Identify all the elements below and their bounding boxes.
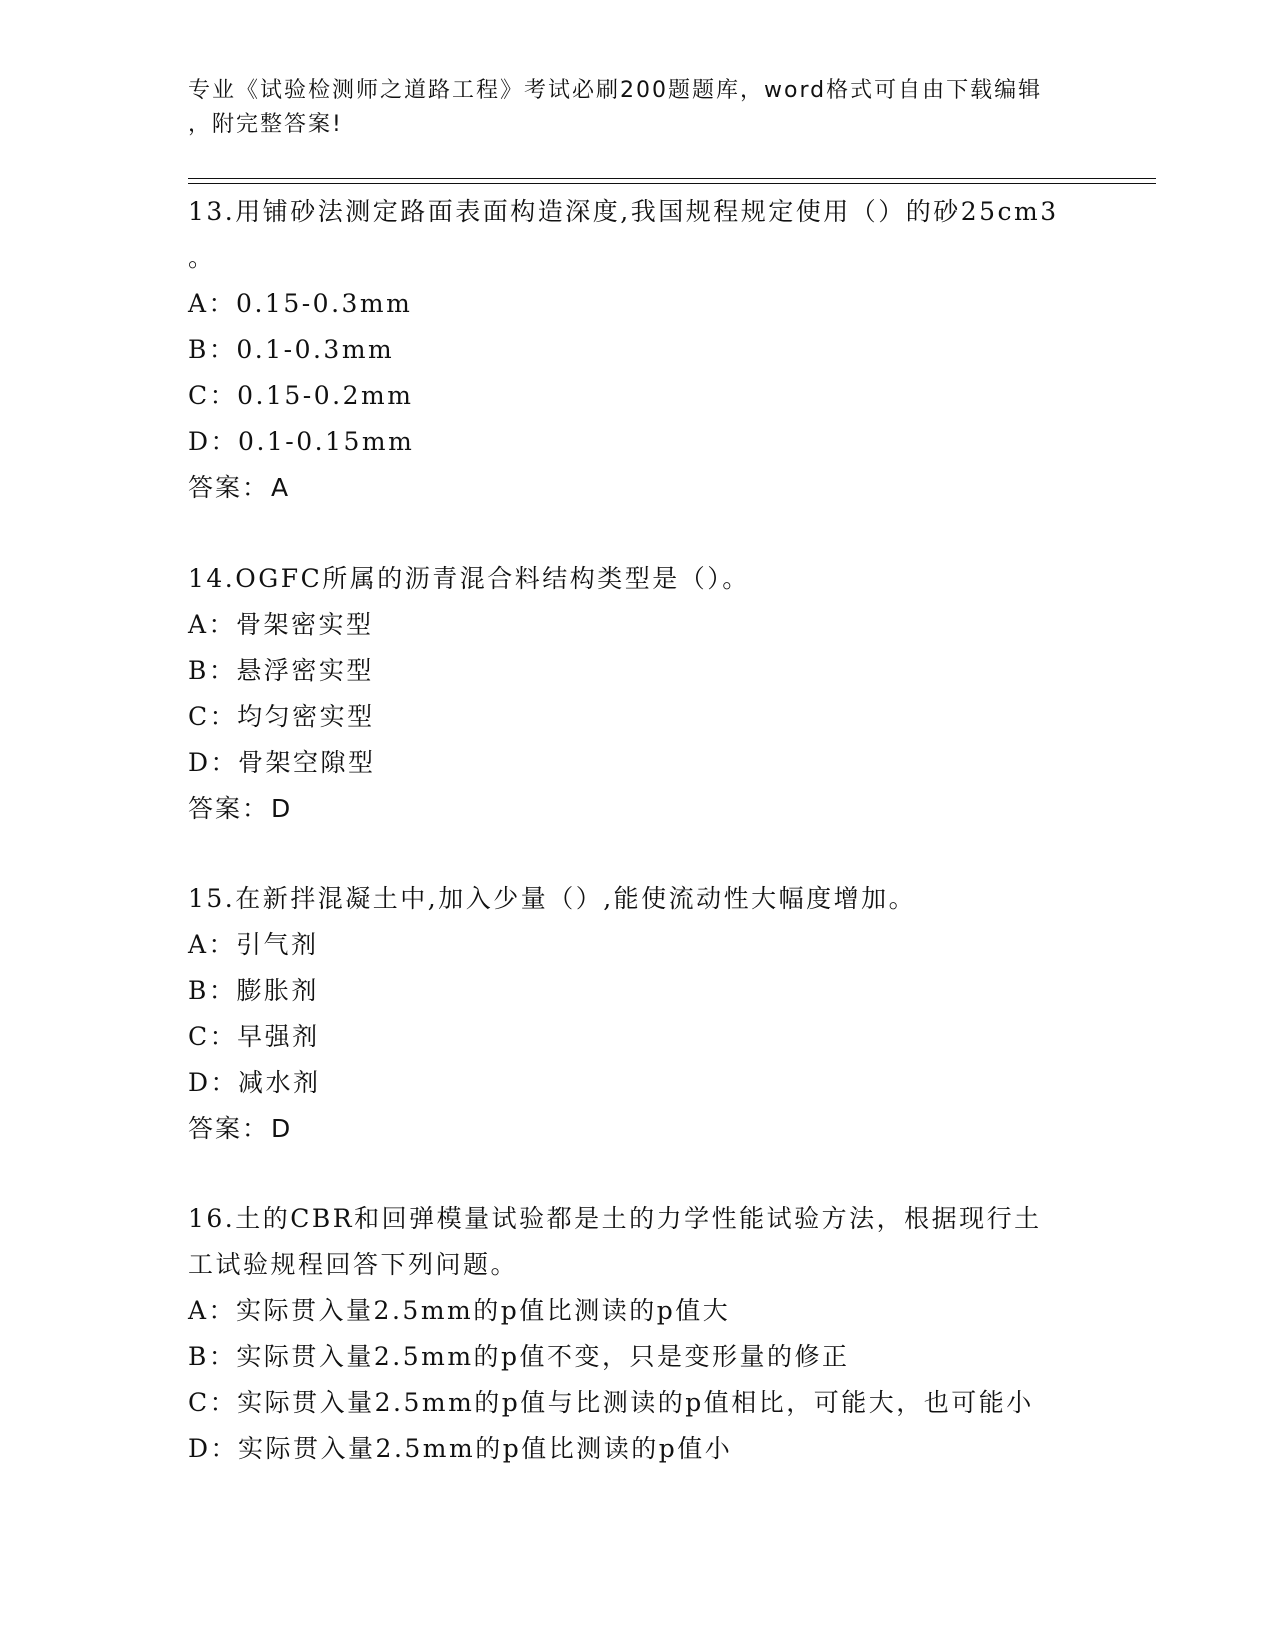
answer-value: D [271,794,293,823]
answer-value: D [271,1114,293,1143]
question-stem: 13.用铺砂法测定路面表面构造深度,我国规程规定使用（）的砂25cm3 [188,197,1059,226]
answer-label: 答案： [188,473,270,502]
option-a: A：骨架密实型 [188,610,374,639]
option-d: D：减水剂 [188,1068,321,1097]
header-divider-bottom [188,183,1156,184]
question-stem: 16.土的CBR和回弹模量试验都是土的力学性能试验方法，根据现行土 [188,1204,1042,1233]
header-line-2: ，附完整答案! [188,112,343,137]
question-stem: 14.OGFC所属的沥青混合料结构类型是（）。 [188,564,750,593]
option-a: A：实际贯入量2.5mm的p值比测读的p值大 [188,1296,731,1325]
question-stem-continued: 。 [188,243,216,272]
answer-line [188,465,1088,511]
option-d: D：骨架空隙型 [188,748,376,777]
option-b: B：悬浮密实型 [188,656,374,685]
question-15 [188,876,1088,1152]
header-line-1: 专业《试验检测师之道路工程》考试必刷200题题库，word格式可自由下载编辑 [188,78,1043,103]
answer-label: 答案： [188,1114,270,1143]
option-c: C：实际贯入量2.5mm的p值与比测读的p值相比，可能大，也可能小 [188,1388,1034,1417]
option-c: C：均匀密实型 [188,702,375,731]
question-13 [188,189,1088,511]
option-c: C：0.15-0.2mm [188,381,414,410]
option-b: B：膨胀剂 [188,976,319,1005]
option-b: B：0.1-0.3mm [188,335,395,364]
option-a: A：0.15-0.3mm [188,289,413,318]
question-14 [188,556,1088,832]
answer-line [188,786,1088,832]
answer-line [188,1106,1088,1152]
question-stem-continued: 工试验规程回答下列问题。 [188,1250,519,1279]
option-b: B：实际贯入量2.5mm的p值不变，只是变形量的修正 [188,1342,850,1371]
option-c: C：早强剂 [188,1022,320,1051]
document-header [188,74,1068,142]
answer-label: 答案： [188,794,270,823]
answer-value: A [271,473,291,502]
question-stem: 15.在新拌混凝土中,加入少量（）,能使流动性大幅度增加。 [188,884,917,913]
option-d: D：0.1-0.15mm [188,427,415,456]
option-a: A：引气剂 [188,930,319,959]
question-16 [188,1196,1088,1472]
header-divider-top [188,178,1156,179]
option-d: D：实际贯入量2.5mm的p值比测读的p值小 [188,1434,733,1463]
